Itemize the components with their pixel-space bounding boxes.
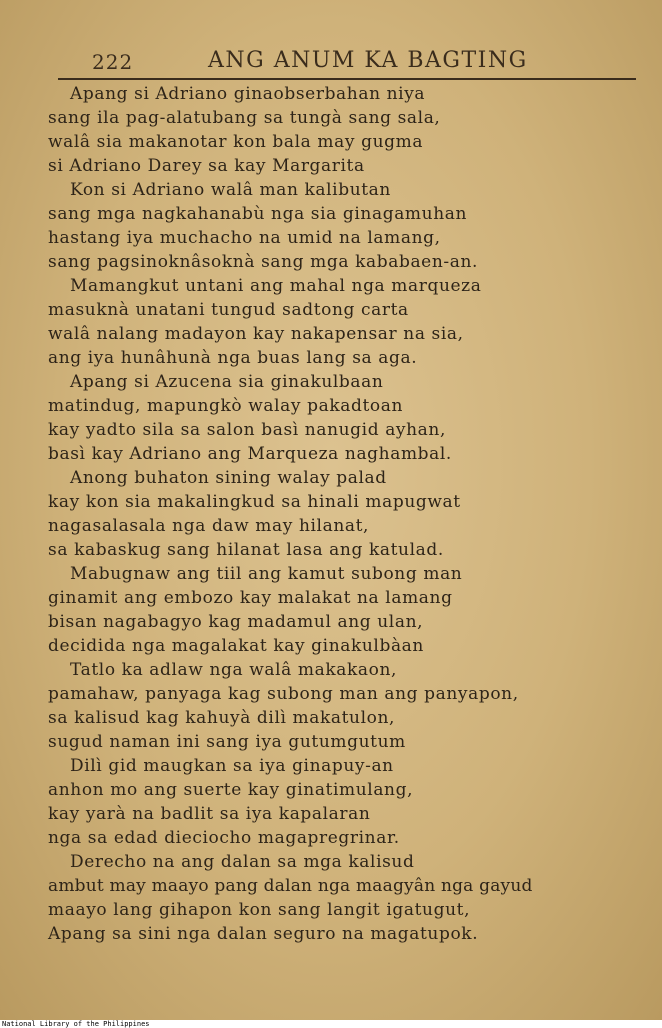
poem-line: basì kay Adriano ang Marqueza naghambal. (48, 444, 452, 464)
poem-line: nagasalasala nga daw may hilanat, (48, 516, 370, 536)
poem-line: hastang iya muchacho na umid na lamang, (48, 228, 441, 248)
poem-line: sang mga nagkahanabù nga sia ginagamuhan (48, 204, 468, 224)
poem-line: Apang si Adriano ginaobserbahan niya (70, 84, 426, 104)
poem-line: Derecho na ang dalan sa mga kalisud (70, 852, 415, 872)
poem-line: Mabugnaw ang tiil ang kamut subong man (70, 564, 463, 584)
poem-line: ginamit ang embozo kay malakat na lamang (48, 588, 453, 608)
poem-line: sa kabaskug sang hilanat lasa ang katulad. (48, 540, 444, 560)
poem-line: si Adriano Darey sa kay Margarita (48, 156, 365, 176)
page-header (0, 48, 662, 78)
poem-line: pamahaw, panyaga kag subong man ang panyapon, (48, 684, 519, 704)
header-rule (58, 78, 636, 80)
poem-line: walâ sia makanotar kon bala may gugma (48, 132, 424, 152)
poem-line: decidida nga magalakat kay ginakulbàan (48, 636, 424, 656)
poem-line: sugud naman ini sang iya gutumgutum (48, 732, 406, 752)
running-title: ANG ANUM KA BAGTING (208, 48, 528, 73)
library-credit: National Library of the Philippines (2, 1020, 150, 1028)
poem-line: Apang sa sini nga dalan seguro na magatupok. (48, 924, 479, 944)
poem-line: Dilì gid maugkan sa iya ginapuy-an (70, 756, 394, 776)
poem-line: Tatlo ka adlaw nga walâ makakaon, (70, 660, 397, 680)
poem-line: Mamangkut untani ang mahal nga marqueza (70, 276, 482, 296)
poem-line: Kon si Adriano walâ man kalibutan (70, 180, 391, 200)
poem-line: nga sa edad dieciocho magapregrinar. (48, 828, 400, 848)
poem-line: maayo lang gihapon kon sang langit igatugut, (48, 900, 471, 920)
poem-line: walâ nalang madayon kay nakapensar na sia, (48, 324, 464, 344)
poem-line: ang iya hunâhunà nga buas lang sa aga. (48, 348, 418, 368)
poem-line: bisan nagabagyo kag madamul ang ulan, (48, 612, 424, 632)
poem-line: anhon mo ang suerte kay ginatimulang, (48, 780, 414, 800)
poem-line: sang pagsinoknâsoknà sang mga kababaen-an. (48, 252, 479, 272)
poem-line: Anong buhaton sining walay palad (70, 468, 387, 488)
poem-line: matindug, mapungkò walay pakadtoan (48, 396, 404, 416)
poem-line: kay kon sia makalingkud sa hinali mapugwat (48, 492, 461, 512)
page-number: 222 (92, 50, 134, 74)
poem-line: ambut may maayo pang dalan nga maagyân nga gayud (48, 876, 533, 896)
poem-line: Apang si Azucena sia ginakulbaan (70, 372, 384, 392)
poem-line: kay yarà na badlit sa iya kapalaran (48, 804, 371, 824)
poem-line: sa kalisud kag kahuyà dilì makatulon, (48, 708, 396, 728)
poem-line: masuknà unatani tungud sadtong carta (48, 300, 409, 320)
poem-line: sang ila pag-alatubang sa tungà sang sala, (48, 108, 441, 128)
poem-line: kay yadto sila sa salon basì nanugid ayhan, (48, 420, 446, 440)
